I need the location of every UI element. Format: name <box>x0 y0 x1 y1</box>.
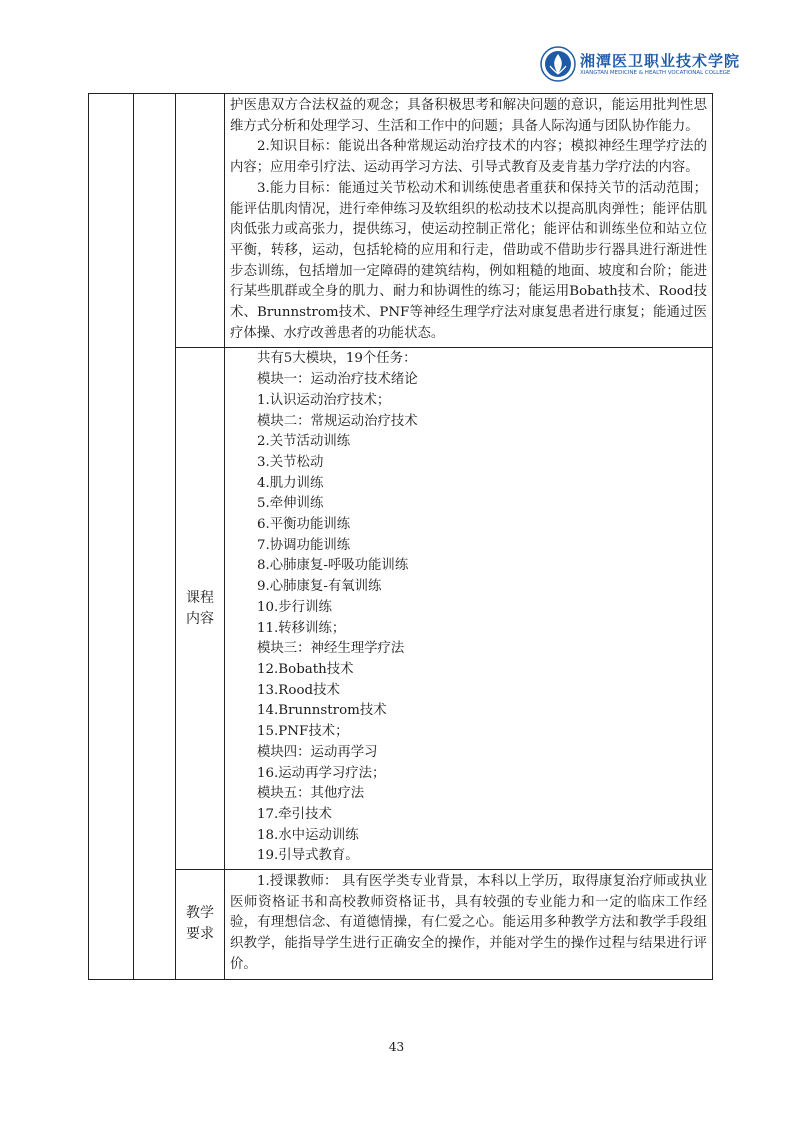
knowledge-objective-text: 2.知识目标：能说出各种常规运动治疗技术的内容；模拟神经生理学疗法的内容；应用牵引疗法、运动再学习方法、引导式教育及麦肯基力学疗法的内容。 <box>230 139 707 176</box>
course-content-item: 8.心肺康复-呼吸功能训练 <box>257 558 409 574</box>
course-content-item: 3.关节松动 <box>257 454 324 470</box>
objectives-cell <box>225 94 713 348</box>
page-number: 43 <box>388 1040 405 1054</box>
course-content-item: 模块三：神经生理学疗法 <box>257 641 405 657</box>
course-table <box>88 93 713 980</box>
empty-cell-1 <box>89 94 134 980</box>
course-content-item: 12.Bobath技术 <box>257 661 354 677</box>
teaching-requirements-cell <box>225 870 713 980</box>
course-content-item: 7.协调功能训练 <box>257 537 351 553</box>
course-content-item: 模块四：运动再学习 <box>257 744 378 760</box>
course-content-row <box>89 348 713 870</box>
teaching-requirements-text: 1.授课教师： 具有医学类专业背景，本科以上学历，取得康复治疗师或执业医师资格证书和高校教师资格证书，具有较强的专业能力和一定的临床工作经验，有理想信念、有道德情操，有仁爱之心。能运用多种教学方法和教学手段组织教学，能指导学生进行正确安全的操作，并能对学生的操作过程与结果进行评价。 <box>230 874 707 972</box>
course-content-list <box>225 348 712 869</box>
course-content-item: 4.肌力训练 <box>257 475 324 491</box>
quality-objective-text: 护医患双方合法权益的观念；具备积极思考和解决问题的意识，能运用批判性思维方式分析和处理学习、生活和工作中的问题；具备人际沟通与团队协作能力。 <box>230 98 707 134</box>
course-content-item: 1.认识运动治疗技术； <box>257 392 391 408</box>
course-content-item: 9.心肺康复-有氧训练 <box>257 579 382 595</box>
empty-cell-2 <box>134 94 176 980</box>
course-content-item: 19.引导式教育。 <box>257 848 359 864</box>
course-content-label-line1: 课程 <box>186 589 214 606</box>
course-content-item: 17.牵引技术 <box>257 806 332 822</box>
objectives-row <box>89 94 713 348</box>
course-content-item: 模块一：运动治疗技术绪论 <box>257 372 418 388</box>
course-content-item: 18.水中运动训练 <box>257 827 359 843</box>
course-content-label <box>176 348 225 870</box>
teaching-requirements-label <box>176 870 225 980</box>
course-content-item: 14.Brunnstrom技术 <box>257 703 387 719</box>
teaching-requirements-label-line1: 教学 <box>186 905 214 922</box>
course-content-item: 6.平衡功能训练 <box>257 517 351 533</box>
objectives-label-cell <box>176 94 225 348</box>
course-content-item: 10.步行训练 <box>257 599 332 615</box>
course-content-label-line2: 内容 <box>186 610 214 627</box>
course-content-item: 共有5大模块，19个任务： <box>257 351 417 367</box>
teaching-requirements-row <box>89 870 713 980</box>
course-content-item: 16.运动再学习疗法； <box>257 765 386 781</box>
course-content-item: 模块二：常规运动治疗技术 <box>257 413 418 429</box>
school-name-cn: 湘潭医卫职业技术学院 <box>580 52 741 70</box>
course-content-item: 15.PNF技术； <box>257 724 349 740</box>
school-logo <box>540 46 740 86</box>
course-content-item: 2.关节活动训练 <box>257 434 351 450</box>
course-content-item: 13.Rood技术 <box>257 682 340 698</box>
ability-objective-text: 3.能力目标：能通过关节松动术和训练使患者重获和保持关节的活动范围；能评估肌肉情况，进行牵伸练习及软组织的松动技术以提高肌肉弹性；能评估肌肉低张力或高张力，提供练习，使运动控制正常化；能评估和训练坐位和站立位平衡，转移，运动，包括轮椅的应用和行走，借助或不借助步行器具进行渐进性步态训练，包括增加一定障碍的建筑结构，例如粗糙的地面、坡度和台阶；能进行某些肌群或全身的肌力、耐力和协调性的练习；能运用Bobath技术、Rood技术、Brunnstrom技术、PNF等神经生理学疗法对康复患者进行康复；能通过医疗体操、水疗改善患者的功能状态。 <box>230 180 707 341</box>
course-content-item: 11.转移训练； <box>257 620 346 636</box>
school-emblem-icon <box>540 46 576 82</box>
course-content-cell <box>225 348 713 870</box>
teaching-requirements-label-line2: 要求 <box>186 926 214 943</box>
school-name-en: XIANGTAN MEDICINE & HEALTH VOCATIONAL COLLEGE <box>580 70 731 76</box>
course-content-item: 5.牵伸训练 <box>257 496 324 512</box>
course-content-item: 模块五：其他疗法 <box>257 786 365 802</box>
